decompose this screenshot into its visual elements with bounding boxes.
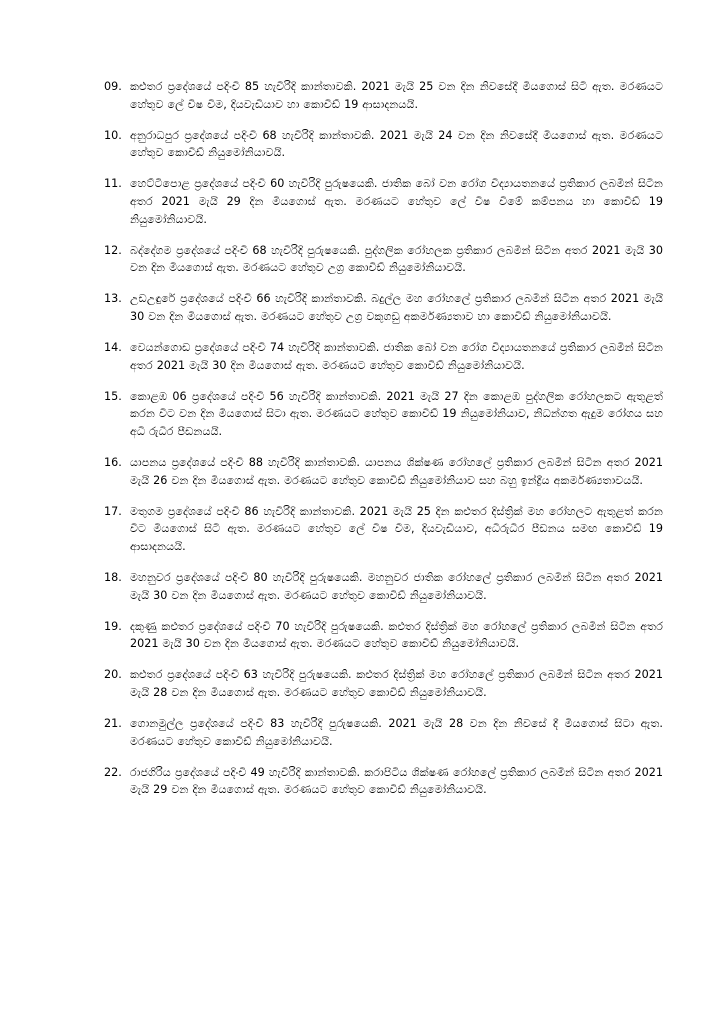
list-item-number: 17. xyxy=(104,504,122,518)
list-item-text: රාජගිරිය ප්‍රදේශයේ පදිංචි 49 හැවිරිදි කාන්තාවකි. කරාපිටිය ශික්ෂණ රෝහලේ ප්‍රතිකාර ලබමින් සිටින අතර 2021 මැයි 29 වන දින මියගොස් ඇත. මරණයට හේතුව කොවිඩ් නියුමෝනියාවයි. xyxy=(130,765,663,797)
list-item-text: මහනුවර ප්‍රදේශයේ පදිංචි 80 හැවිරිදි පුරුෂයෙකි. මහනුවර ජාතික රෝහලේ ප්‍රතිකාර ලබමින් සිටින අතර 2021 මැයි 30 වන දින මියගොස් ඇත. මරණයට හේතුව කොවිඩ් නියුමෝනියාවයි. xyxy=(130,570,663,602)
list-item-text: දකුණු කළුතර ප්‍රදේශයේ පදිංචි 70 හැවිරිදි පුරුෂයෙකි. කළුතර දිස්ත්‍රික් මහ රෝහලේ ප්‍රතිකාර ලබමින් සිටින අතර 2021 මැයි 30 වන දින මියගොස් ඇත. මරණයට හේතුව කොවිඩ් නියුමෝනියාවයි. xyxy=(130,619,663,651)
list-item xyxy=(104,242,663,277)
list-item-number: 10. xyxy=(104,128,122,142)
list-item-number: 15. xyxy=(104,389,122,403)
list-item xyxy=(104,715,663,750)
list-item xyxy=(104,127,663,162)
list-item-number: 19. xyxy=(104,619,122,633)
list-item xyxy=(104,339,663,374)
list-item-number: 20. xyxy=(104,668,122,682)
list-item-text: බද්දේගම ප්‍රදේශයේ පදිංචි 68 හැවිරිදි පුරුෂයෙකි. පුද්ගලික රෝහලක ප්‍රතිකාර ලබමින් සිටින අතර 2021 මැයි 30 වන දින මියගොස් ඇත. මරණයට හේතුව උග්‍ර කොවිඩ් නියුමෝනියාවයි. xyxy=(130,243,663,275)
list-item-text: කොළඹ 06 ප්‍රදේශයේ පදිංචි 56 හැවිරිදි කාන්තාවකි. 2021 මැයි 27 දින කොළඹ පුද්ගලික රෝහලකට ඇතුළත් කරන විට වන දින මියගොස් සිටා ඇත. මරණයට හේතුව කොවිඩ් 19 නියුමෝනියාව, නිධන්ගත ඇදුම රෝගය සහ අධි රුධිර පීඩනයයි. xyxy=(130,389,663,438)
list-item-number: 16. xyxy=(104,456,122,469)
list-item-text: යාපනය ප්‍රදේශයේ පදිංචි 88 හැවිරිදි කාන්තාවකි. යාපනය ශික්ෂණ රෝහලේ ප්‍රතිකාර ලබමින් සිටින අතර 2021 මැයි 26 වන දින මියගොස් ඇත. මරණයට හේතුව කොවිඩ් නියුමෝනියාව සහ බහු ඉන්ද්‍රීය අකර්මණ්‍යතාවයයි. xyxy=(130,456,663,487)
list-item xyxy=(104,503,663,556)
list-item-number: 14. xyxy=(104,341,122,355)
list-item xyxy=(104,764,663,799)
list-item-number: 21. xyxy=(104,717,122,731)
list-item-number: 13. xyxy=(104,292,122,306)
list-item-text: උඩඋඳුරේ ප්‍රදේශයේ පදිංචි 66 හැවිරිදි කාන්තාවකි. බදුල්ල මහ රෝහලේ ප්‍රතිකාර ලබමින් සිටින අතර 2021 මැයි 30 වන දින මියගොස් ඇත. මරණයට හේතුව උග්‍ර වකුගඩු අකර්මණ්‍යතාව හා කොවිඩ් නියුමෝනියාවයි. xyxy=(130,292,663,323)
list-item-number: 18. xyxy=(104,570,122,584)
list-item-number: 22. xyxy=(104,765,122,779)
list-item-text: කළුතර ප්‍රදේශයේ පදිංචි 63 හැවිරිදි පුරුෂයෙකි. කළුතර දිස්ත්‍රික් මහ රෝහලේ ප්‍රතිකාර ලබමින් සිටින අතර 2021 මැයි 28 වන දින මියගොස් ඇත. මරණයට හේතුව කොවිඩ් නියුමෝනියාවයි. xyxy=(130,668,663,699)
list-item xyxy=(104,290,663,325)
list-item xyxy=(104,78,663,113)
list-item-text: වෙයන්ගොඩ ප්‍රදේශයේ පදිංචි 74 හැවිරිදි කාන්තාවකි. ජාතික බෝ වන රෝග විද්‍යායතනයේ ප්‍රතිකාර ලබමින් සිටින අතර 2021 මැයි 30 දින මියගොස් ඇත. මරණයට හේතුව කොවිඩ් නියුමෝනියාවයි. xyxy=(130,341,663,372)
list-item-text: ගොනමුල්ල ප්‍රදේශයේ පදිංචි 83 හැවිරිදි පුරුෂයෙකි. 2021 මැයි 28 වන දින නිවසේ දී මියගොස් සිටා ඇත. මරණයට හේතුව කොවිඩ් නියුමෝනියාවයි. xyxy=(130,717,663,748)
list-item-number: 09. xyxy=(104,80,122,93)
list-item xyxy=(104,454,663,489)
death-report-list xyxy=(104,78,663,799)
list-item xyxy=(104,569,663,604)
list-item xyxy=(104,388,663,441)
list-item xyxy=(104,175,663,228)
list-item-number: 12. xyxy=(104,243,122,257)
list-item xyxy=(104,666,663,701)
list-item-text: අනුරාධපුර ප්‍රදේශයේ පදිංචි 68 හැවිරිදි කාන්තාවකි. 2021 මැයි 24 වන දින නිවසේදී මියගොස් ඇත. මරණයට හේතුව කොවිඩ් නියුමෝනියාවයි. xyxy=(130,128,663,160)
list-item-text: කළුතර ප්‍රදේශයේ පදිංචි 85 හැවිරිදි කාන්තාවකි. 2021 මැයි 25 වන දින නිවසේදී මියගොස් සිටි ඇත. මරණයට හේතුව ලේ විෂ වීම, දියවැඩියාව හා කොවිඩ් 19 ආසාදනයයි. xyxy=(130,80,663,111)
list-item-number: 11. xyxy=(104,177,122,191)
list-item xyxy=(104,618,663,653)
list-item-text: හෙට්ටිපොළ ප්‍රදේශයේ පදිංචි 60 හැවිරිදි පුරුෂයෙකි. ජාතික බෝ වන රෝග විද්‍යායතනයේ ප්‍රතිකාර ලබමින් සිටින අතර 2021 මැයි 29 දින මියගොස් ඇත. මරණයට හේතුව ලේ විෂ වීමේ කම්පනය හා කොවිඩ් 19 නියුමෝනියාවයි. xyxy=(130,177,663,226)
list-item-text: මතුගම ප්‍රදේශයේ පදිංචි 86 හැවිරිදි කාන්තාවකි. 2021 මැයි 25 දින කළුතර දිස්ත්‍රික් මහ රෝහලට ඇතුළත් කරන විට මියගොස් සිටි ඇත. මරණයට හේතුව ලේ විෂ වීම, දියවැඩියාව, අධිරුධිර පීඩනය සමඟ කොවිඩ් 19 ආසාදනයයි. xyxy=(130,504,663,553)
